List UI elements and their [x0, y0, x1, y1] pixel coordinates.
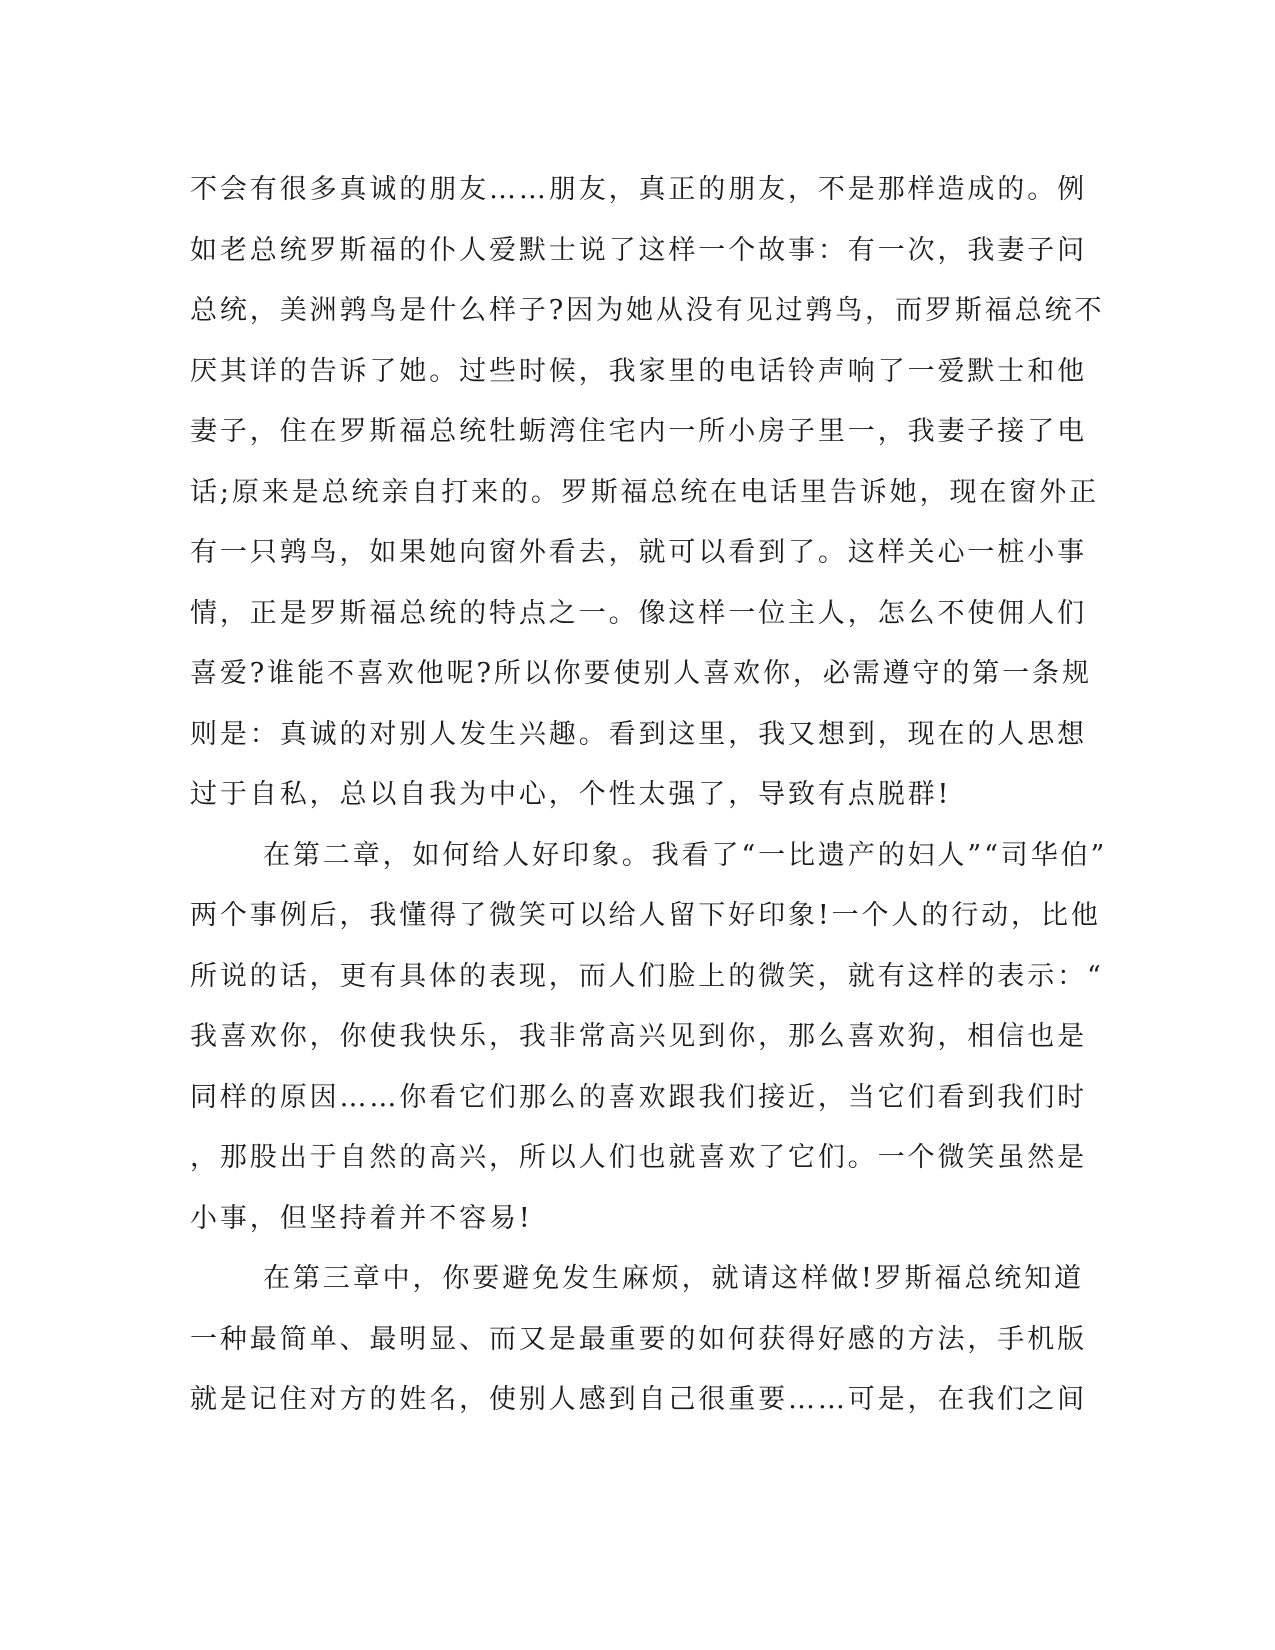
- text-line: 不会有很多真诚的朋友……朋友，真正的朋友，不是那样造成的。例: [190, 174, 1087, 205]
- text-line: 有一只鹑鸟，如果她向窗外看去，就可以看到了。这样关心一桩小事: [190, 537, 1087, 568]
- text-line: 两个事例后，我懂得了微笑可以给人留下好印象!一个人的行动，比他: [190, 900, 1101, 931]
- text-line: 总统，美洲鹑鸟是什么样子?因为她从没有见过鹑鸟，而罗斯福总统不: [190, 295, 1105, 326]
- text-line: 一种最简单、最明显、而又是最重要的如何获得好感的方法，手机版: [190, 1323, 1087, 1355]
- text-line: 我喜欢你，你使我快乐，我非常高兴见到你，那么喜欢狗，相信也是: [190, 1021, 1087, 1052]
- text-line: 则是：真诚的对别人发生兴趣。看到这里，我又想到，现在的人思想: [190, 718, 1087, 750]
- text-line: 就是记住对方的姓名，使别人感到自己很重要……可是，在我们之间: [190, 1384, 1087, 1415]
- text-line: 小事，但坚持着并不容易!: [190, 1202, 533, 1234]
- text-line: 话;原来是总统亲自打来的。罗斯福总统在电话里告诉她，现在窗外正: [190, 476, 1099, 508]
- paragraph-start-line: 在第三章中，你要避免发生麻烦，就请这样做!罗斯福总统知道: [263, 1263, 1085, 1294]
- text-line: 同样的原因……你看它们那么的喜欢跟我们接近，当它们看到我们时: [190, 1081, 1087, 1113]
- text-line: 厌其详的告诉了她。过些时候，我家里的电话铃声响了一爱默士和他: [190, 355, 1087, 387]
- text-line: 如老总统罗斯福的仆人爱默士说了这样一个故事：有一次，我妻子问: [190, 234, 1087, 266]
- text-line: ，那股出于自然的高兴，所以人们也就喜欢了它们。一个微笑虽然是: [190, 1142, 1087, 1173]
- text-line: 所说的话，更有具体的表现，而人们脸上的微笑，就有这样的表示：“: [190, 960, 1104, 992]
- text-line: 情，正是罗斯福总统的特点之一。像这样一位主人，怎么不使佣人们: [190, 597, 1087, 629]
- text-line: 过于自私，总以自我为中心，个性太强了，导致有点脱群!: [190, 779, 952, 810]
- paragraph-start-line: 在第二章，如何给人好印象。我看了“一比遗产的妇人”“司华伯”: [263, 839, 1108, 871]
- text-line: 妻子，住在罗斯福总统牡蛎湾住宅内一所小房子里一，我妻子接了电: [190, 416, 1087, 447]
- body-text: [190, 160, 1108, 1431]
- text-line: 喜爱?谁能不喜欢他呢?所以你要使别人喜欢你，必需遵守的第一条规: [190, 658, 1092, 689]
